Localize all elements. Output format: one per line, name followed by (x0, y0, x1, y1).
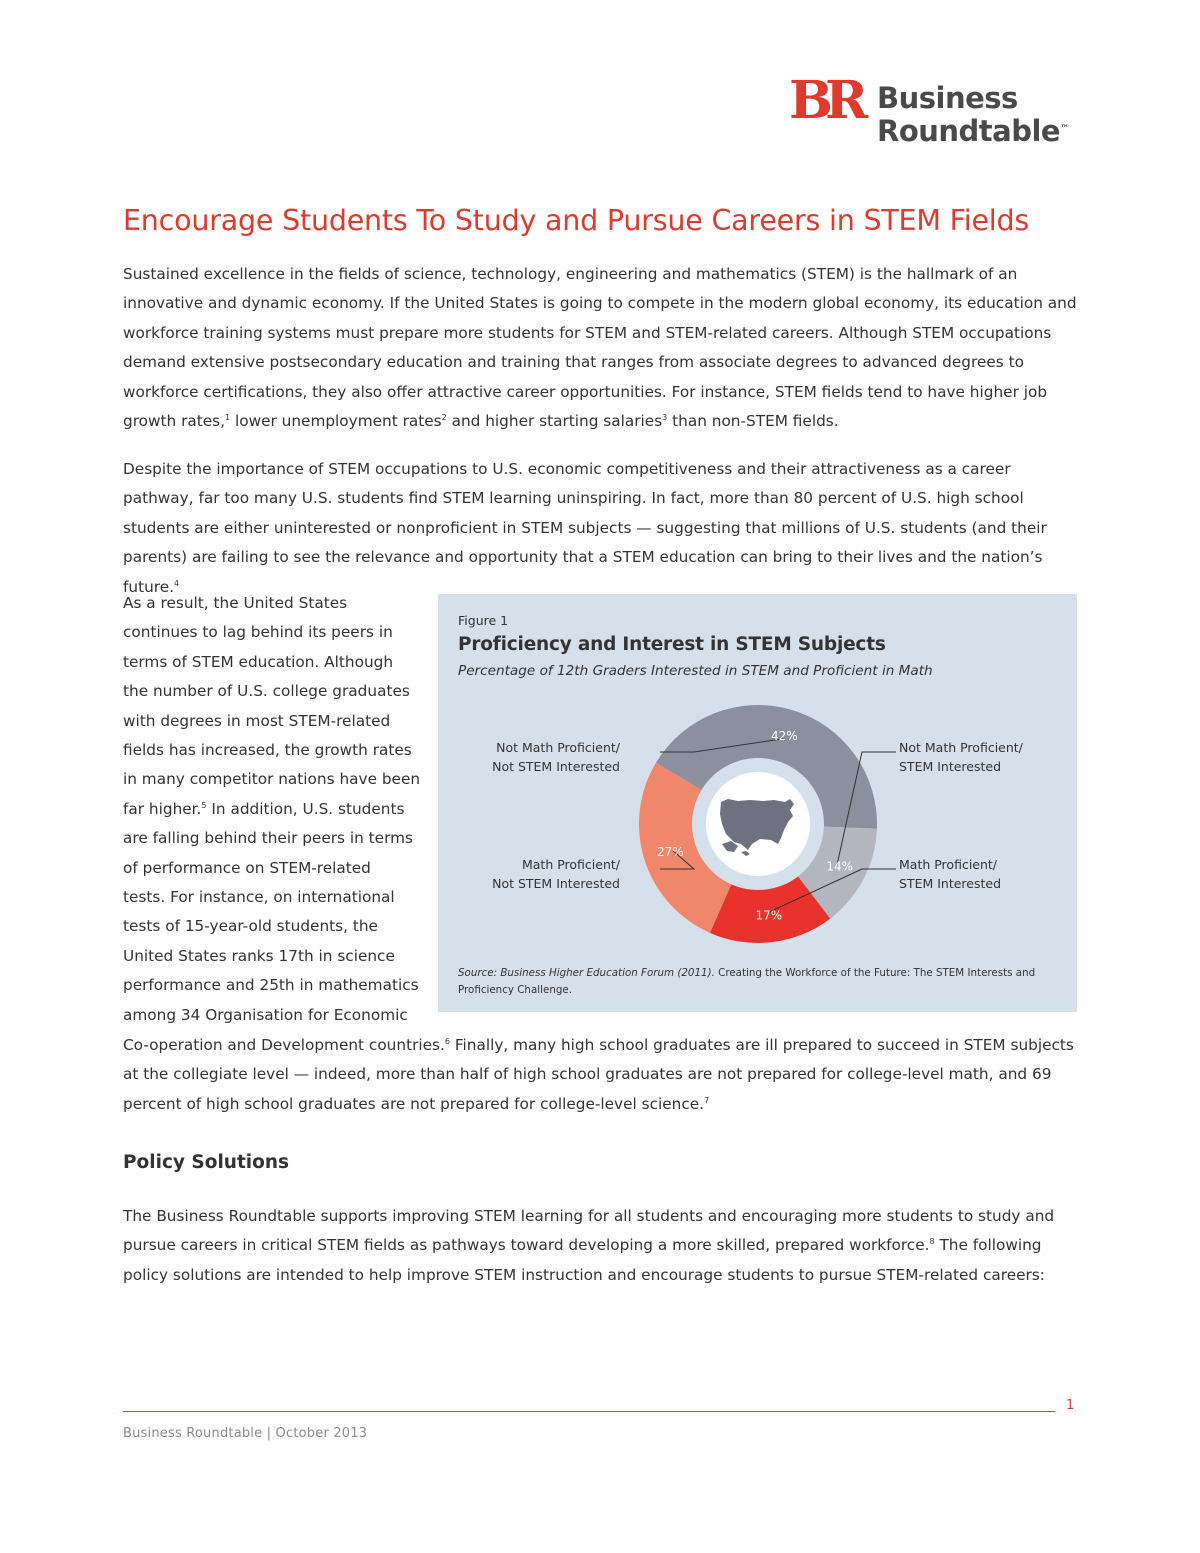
slice-label-proficient-interested: Math Proficient/ STEM Interested (899, 857, 1002, 891)
page-number: 1 (1066, 1398, 1075, 1413)
footnote-ref-4: 4 (174, 578, 180, 588)
chart-title: Proficiency and Interest in STEM Subjects (458, 634, 886, 655)
slice-label-proficient-not-interested: Math Proficient/ Not STEM Interested (492, 857, 620, 891)
logo-wordmark (877, 82, 1069, 148)
footnote-ref-2: 2 (441, 412, 447, 422)
intro-paragraph: Sustained excellence in the fields of science, technology, engineering and mathematics (STEM) is the hallmark of an innovative and dynamic economy. If the United States is going to compete in the modern global economy, its education and workforce training systems must prepare more students for STEM and STEM-related careers. Although STEM occupations demand extensive postsecondary education and training that ranges from associate degrees to advanced degrees to workforce certifications, they also offer attractive career opportunities. For instance, STEM fields tend to have higher job growth rates,$^1$ lower unemployment rates$^2$ and higher starting salaries$^3$ than non-STEM fields. (123, 265, 1077, 431)
slice-label-not-proficient-interested: Not Math Proficient/ STEM Interested (899, 740, 1023, 774)
footer-text: Business Roundtable | October 2013 (123, 1426, 368, 1441)
footnote-ref-1: 1 (225, 412, 231, 422)
importance-paragraph: Despite the importance of STEM occupations to U.S. economic competitiveness and their attractiveness as a career pathway, far too many U.S. students find STEM learning uninspiring. In fact, more than 80 percent of U.S. high school students are either uninterested or nonproficient in STEM subjects — suggesting that millions of U.S. students (and their parents) are failing to see the relevance and opportunity that a STEM education can bring to their lives and the nation’s future.$^4$ (123, 460, 1047, 596)
figure-source: Source: Business Higher Education Forum (2011). Creating the Workforce of the Future: The STEM Interests and Proficiency Challenge. (458, 967, 1036, 996)
br-logo-mark-icon (789, 68, 869, 130)
footnote-ref-7: 7 (704, 1095, 710, 1105)
slice-proficient-not-interested-value: 27% (656, 844, 684, 859)
logo-line1: Business (877, 81, 1018, 115)
result-paragraph-wrapped: As a result, the United States continues to lag behind its peers in terms of STEM education. Although the number of U.S. college graduates with degrees in most STEM-related fields has increased, the growth rates in many competitor nations have been far higher.$^5$ In addition, U.S. students are falling behind their peers in terms of performance on STEM-related tests. For instance, on international tests of 15-year-old students, the United States ranks 17th in science performance and 25th in mathematics among 34 Organisation for Economic (123, 594, 421, 1024)
svg-text:BR: BR (789, 70, 861, 130)
slice-label-not-proficient-not-interested: Not Math Proficient/ Not STEM Interested (492, 740, 620, 774)
figure-label: Figure 1 (458, 613, 509, 628)
footnote-ref-8: 8 (929, 1237, 935, 1247)
slice-not-proficient-interested-value: 14% (826, 859, 853, 874)
footnote-ref-3: 3 (662, 412, 668, 422)
trademark-mark: ™ (1060, 124, 1069, 134)
slice-proficient-interested-value: 17% (755, 908, 783, 923)
policy-paragraph: The Business Roundtable supports improving STEM learning for all students and encouraging more students to study and pursue careers in critical STEM fields as pathways toward developing a more skilled, prepared workforce.$^8$ The following policy solutions are intended to help improve STEM instruction and encourage students to pursue STEM-related careers: (123, 1207, 1055, 1284)
footer-rule (123, 1411, 1055, 1412)
figure-1-panel (438, 594, 1077, 1012)
business-roundtable-logo (789, 68, 1089, 158)
footnote-ref-6: 6 (444, 1036, 450, 1046)
policy-solutions-heading: Policy Solutions (123, 1152, 290, 1173)
chart-subtitle: Percentage of 12th Graders Interested in STEM and Proficient in Math (458, 663, 933, 679)
footnote-ref-5: 5 (201, 800, 207, 810)
donut-chart (438, 594, 1077, 1012)
slice-not-proficient-not-interested-value: 42% (770, 728, 798, 743)
logo-line2: Roundtable™ (877, 114, 1069, 148)
result-paragraph-continued: Co-operation and Development countries.$^6$ Finally, many high school graduates are ill prepared to succeed in STEM subjects at the collegiate level — indeed, more than half of high school graduates are not prepared for college-level math, and 69 percent of high school graduates are not prepared for college-level science.$^7$ (123, 1036, 1074, 1113)
page-title: Encourage Students To Study and Pursue Careers in STEM Fields (123, 204, 1030, 237)
